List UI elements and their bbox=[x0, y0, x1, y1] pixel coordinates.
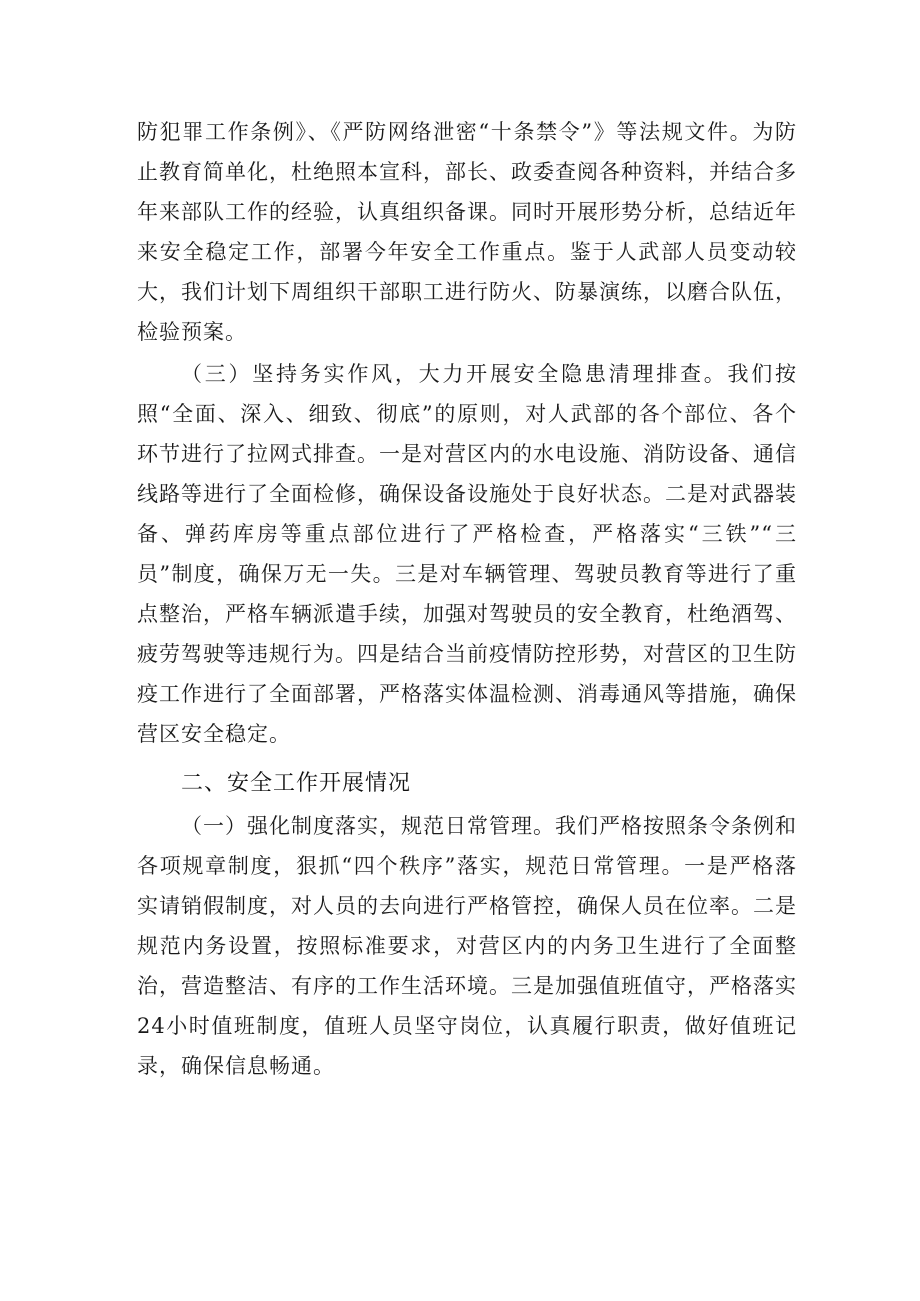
paragraph-section-one: （一）强化制度落实，规范日常管理。我们严格按照条令条例和各项规章制度，狠抓“四个秩序”落实，规范日常管理。一是严格落实请销假制度，对人员的去向进行严格管控，确保人员在位率。二是规范内务设置，按照标准要求，对营区内的内务卫生进行了全面整治，营造整洁、有序的工作生活环境。三是加强值班值守，严格落实24小时值班制度，值班人员坚守岗位，认真履行职责，做好值班记录，确保信息畅通。 bbox=[137, 814, 797, 1078]
document-body bbox=[137, 112, 797, 1086]
paragraph-continuation: 防犯罪工作条例》、《严防网络泄密“十条禁令”》等法规文件。为防止教育简单化，杜绝照本宣科，部长、政委查阅各种资料，并结合多年来部队工作的经验，认真组织备课。同时开展形势分析，总结近年来安全稳定工作，部署今年安全工作重点。鉴于人武部人员变动较大，我们计划下周组织干部职工进行防火、防暴演练，以磨合队伍，检验预案。 bbox=[137, 120, 797, 344]
section-heading: 二、安全工作开展情况 bbox=[181, 771, 412, 796]
paragraph-section-three: （三）坚持务实作风，大力开展安全隐患清理排查。我们按照“全面、深入、细致、彻底”的原则，对人武部的各个部位、各个环节进行了拉网式排查。一是对营区内的水电设施、消防设备、通信线路等进行了全面检修，确保设备设施处于良好状态。二是对武器装备、弹药库房等重点部位进行了严格检查，严格落实“三铁”“三员”制度，确保万无一失。三是对车辆管理、驾驶员教育等进行了重点整治，严格车辆派遣手续，加强对驾驶员的安全教育，杜绝酒驾、疲劳驾驶等违规行为。四是结合当前疫情防控形势，对营区的卫生防疫工作进行了全面部署，严格落实体温检测、消毒通风等措施，确保营区安全稳定。 bbox=[137, 362, 797, 746]
